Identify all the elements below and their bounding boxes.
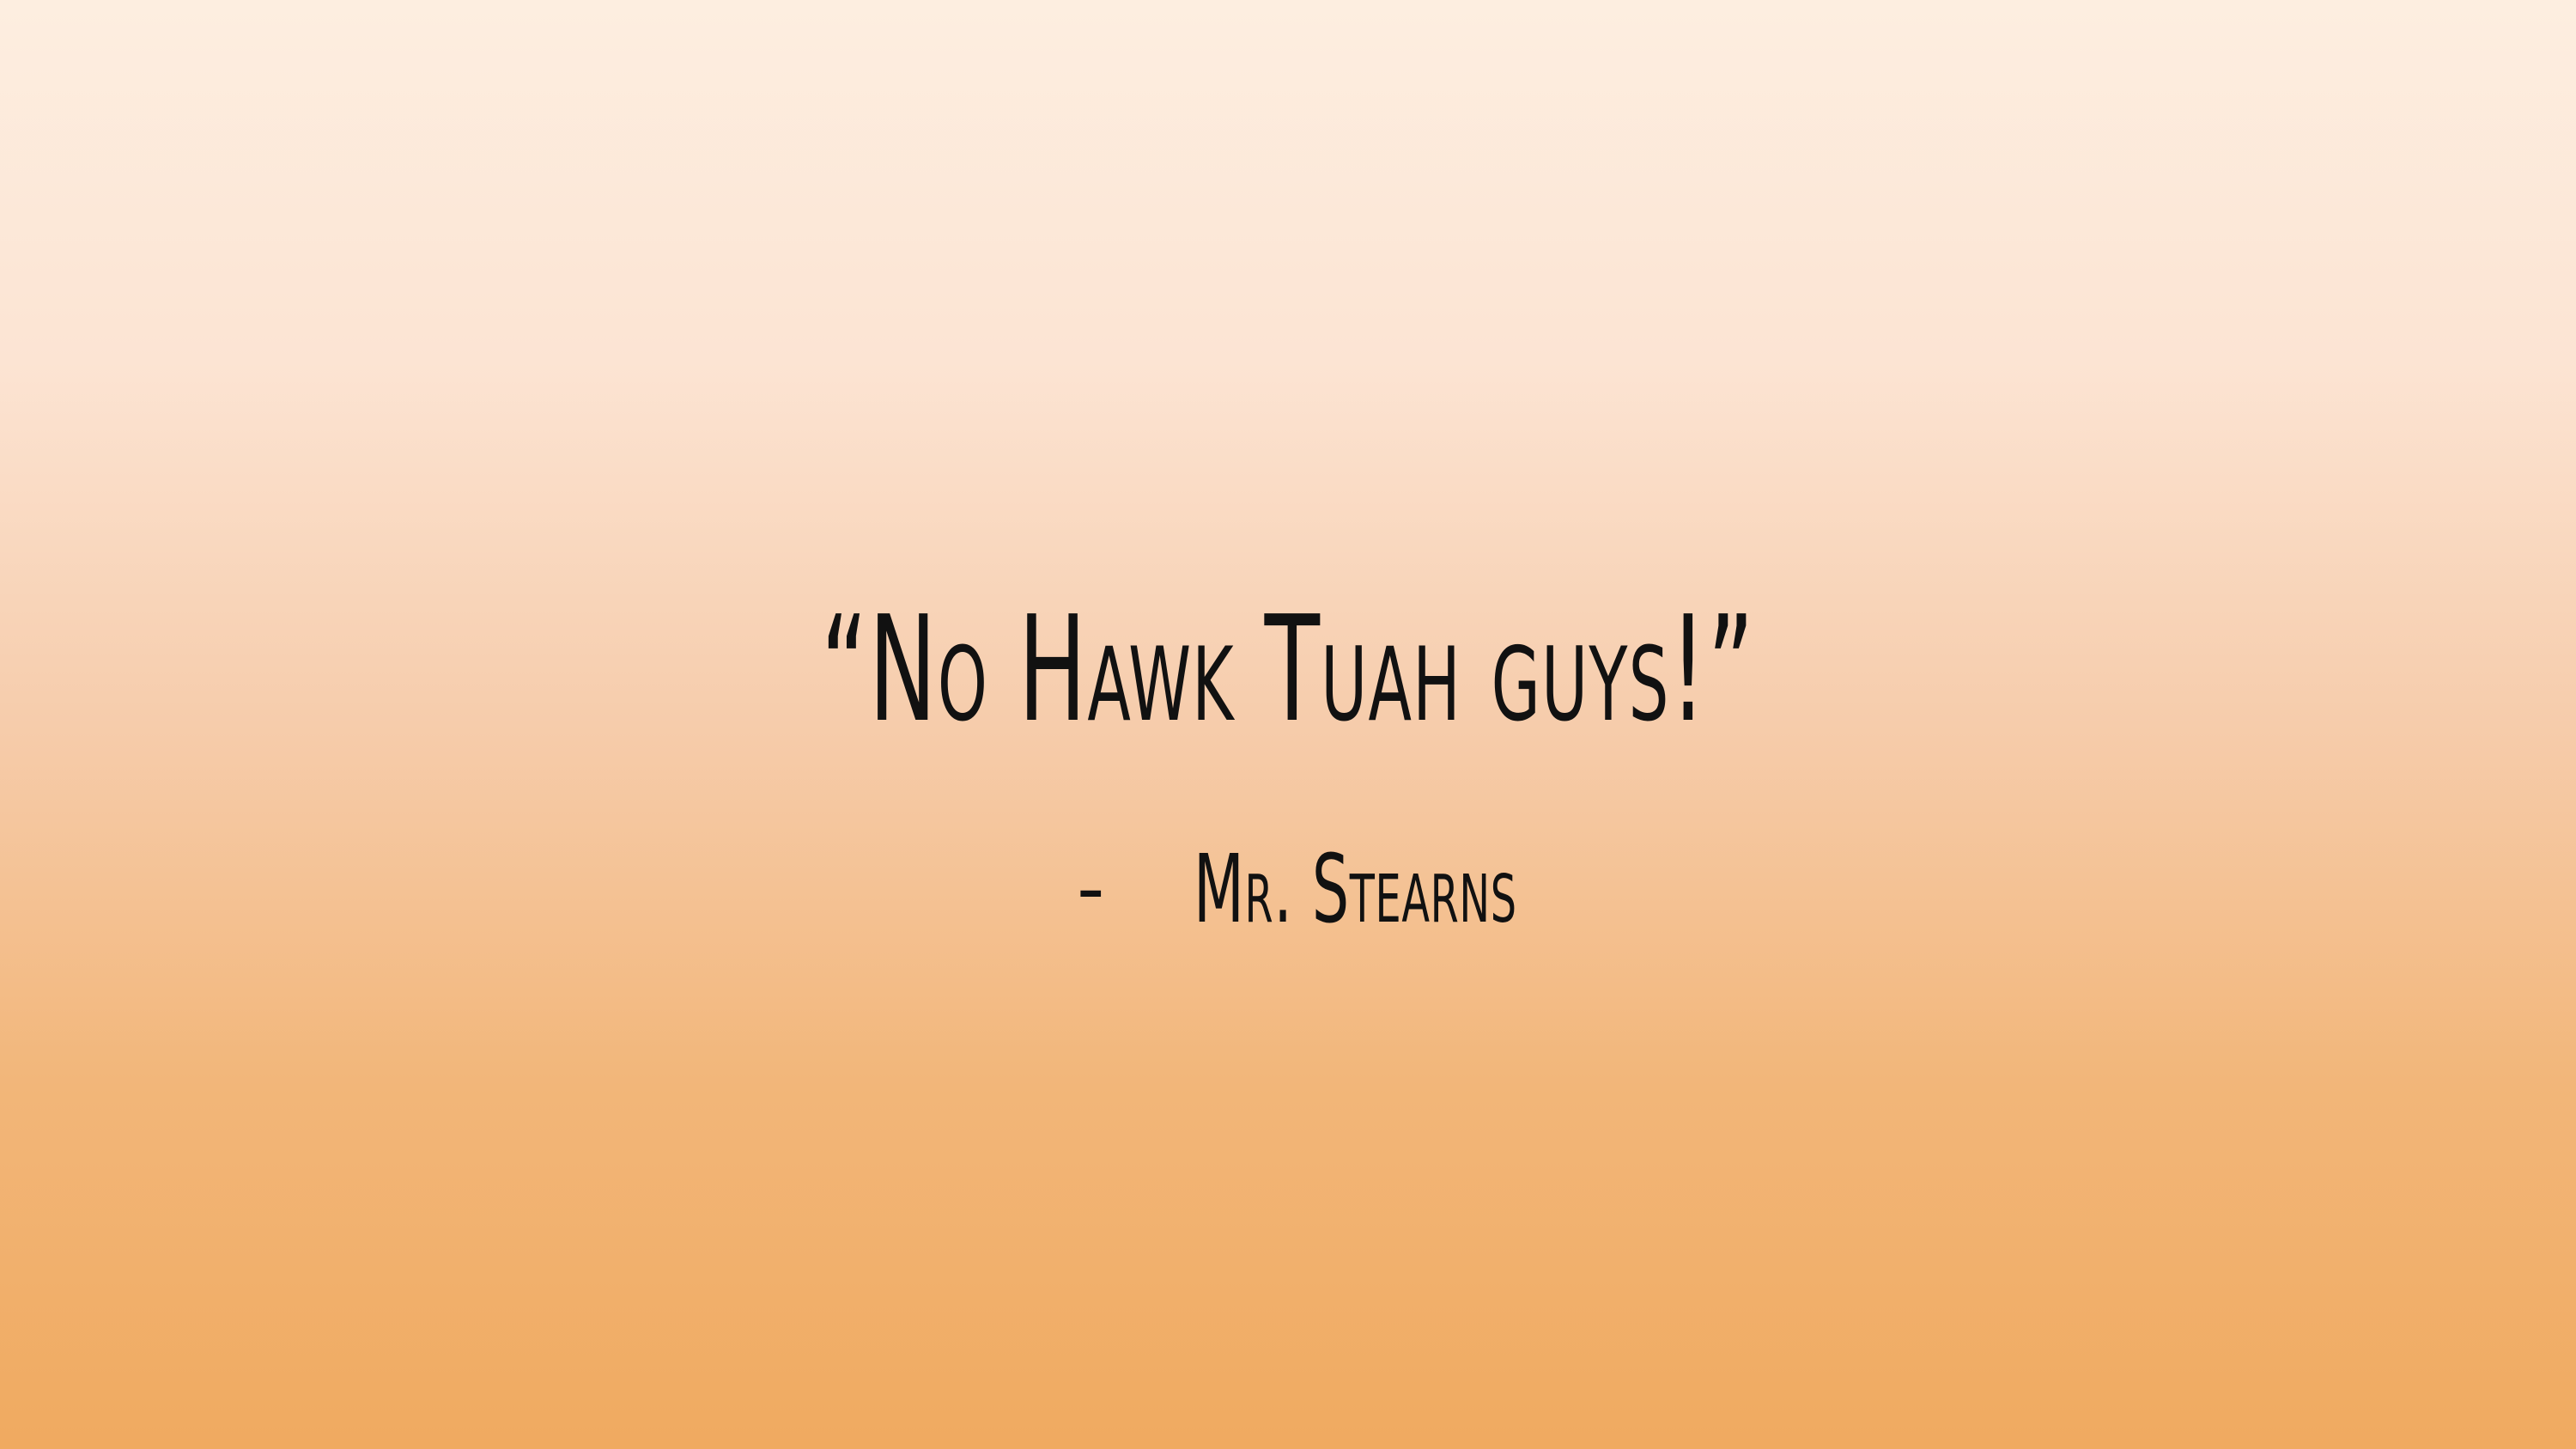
- quote-text: “No Hawk Tuah guys!”: [820, 585, 1756, 755]
- attribution-name: Mr. Stearns: [1194, 834, 1517, 944]
- attribution-dash: -: [1077, 843, 1105, 934]
- attribution: [0, 834, 2576, 944]
